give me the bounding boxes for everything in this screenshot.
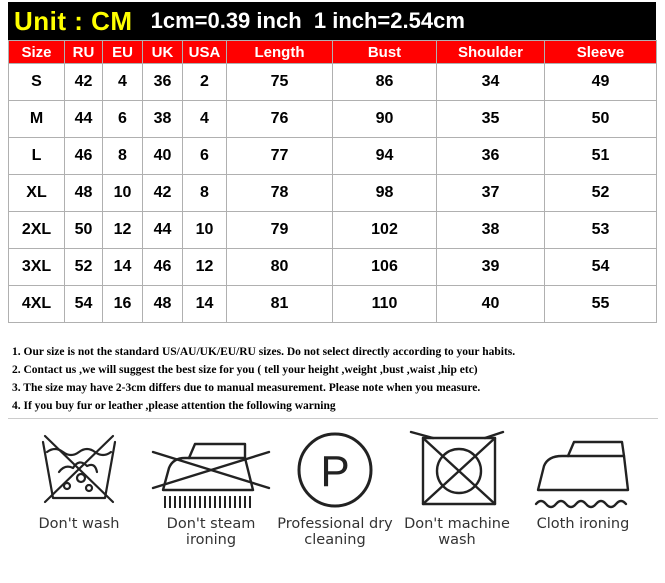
notes [12,343,657,415]
table-row [9,138,657,175]
care-item-cloth-ironing [516,428,650,532]
cloth-ironing-icon [528,428,638,512]
note-2: 2. Contact us ,we will suggest the best size for you ( tell your height ,weight ,bust ,waist ,hip etc) [12,364,478,376]
cell-length: 78 [227,175,333,212]
note-1: 1. Our size is not the standard US/AU/UK/EU/RU sizes. Do not select directly according to your habits. [12,346,516,358]
care-label: Professional dry [277,516,393,532]
unit-label: Unit : CM [14,5,133,36]
care-item-dont-wash [14,428,144,532]
note-4: 4. If you buy fur or leather ,please attention the following warning [12,400,336,412]
col-ru: RU [65,41,103,64]
unit-banner [8,2,656,40]
professional-dry-cleaning-icon [293,428,377,512]
no-machine-wash-icon [407,428,507,512]
dry-clean-symbol: P [320,447,350,496]
col-uk: UK [143,41,183,64]
care-label-2: cleaning [304,532,366,548]
care-label-2: ironing [185,532,237,548]
size-table [8,40,657,323]
care-item-professional-dry-cleaning [272,428,398,548]
cell-size: XL [9,175,65,212]
care-label: Don't machine [404,516,510,532]
cell-sleeve: 50 [545,101,657,138]
cell-shoulder: 39 [437,249,545,286]
cell-size: M [9,101,65,138]
table-header-row [9,41,657,64]
table-row [9,175,657,212]
cell-ru: 44 [65,101,103,138]
cell-uk: 46 [143,249,183,286]
care-item-dont-steam-ironing [146,428,276,548]
divider [8,418,658,419]
cell-ru: 50 [65,212,103,249]
cell-shoulder: 34 [437,64,545,101]
conversion-label: 1cm=0.39 inch 1 inch=2.54cm [150,8,465,33]
cell-bust: 110 [333,286,437,323]
cell-uk: 38 [143,101,183,138]
cell-eu: 8 [103,138,143,175]
cell-length: 77 [227,138,333,175]
col-size: Size [9,41,65,64]
col-length: Length [227,41,333,64]
cell-sleeve: 54 [545,249,657,286]
cell-size: L [9,138,65,175]
cell-ru: 42 [65,64,103,101]
cell-ru: 52 [65,249,103,286]
cell-bust: 102 [333,212,437,249]
table-row [9,101,657,138]
col-eu: EU [103,41,143,64]
col-shoulder: Shoulder [437,41,545,64]
cell-usa: 10 [183,212,227,249]
care-label-2: wash [438,532,476,548]
col-sleeve: Sleeve [545,41,657,64]
cell-usa: 4 [183,101,227,138]
col-usa: USA [183,41,227,64]
cell-uk: 48 [143,286,183,323]
table-row [9,249,657,286]
cell-size: 4XL [9,286,65,323]
cell-shoulder: 37 [437,175,545,212]
cell-eu: 4 [103,64,143,101]
cell-uk: 40 [143,138,183,175]
col-bust: Bust [333,41,437,64]
cell-eu: 16 [103,286,143,323]
cell-size: 2XL [9,212,65,249]
cell-ru: 48 [65,175,103,212]
cell-size: S [9,64,65,101]
cell-eu: 6 [103,101,143,138]
cell-usa: 2 [183,64,227,101]
cell-bust: 86 [333,64,437,101]
cell-eu: 14 [103,249,143,286]
cell-uk: 36 [143,64,183,101]
cell-shoulder: 36 [437,138,545,175]
table-row [9,64,657,101]
cell-usa: 8 [183,175,227,212]
cell-sleeve: 49 [545,64,657,101]
cell-length: 75 [227,64,333,101]
cell-eu: 12 [103,212,143,249]
cell-sleeve: 55 [545,286,657,323]
cell-eu: 10 [103,175,143,212]
care-label: Cloth ironing [536,516,630,532]
cell-sleeve: 53 [545,212,657,249]
cell-usa: 14 [183,286,227,323]
cell-bust: 94 [333,138,437,175]
cell-bust: 90 [333,101,437,138]
cell-bust: 106 [333,249,437,286]
care-item-dont-machine-wash [392,428,522,548]
cell-uk: 42 [143,175,183,212]
cell-ru: 54 [65,286,103,323]
no-wash-icon [37,428,121,512]
cell-usa: 6 [183,138,227,175]
cell-sleeve: 51 [545,138,657,175]
cell-uk: 44 [143,212,183,249]
care-label: Don't wash [38,516,120,532]
cell-length: 81 [227,286,333,323]
note-3: 3. The size may have 2-3cm differs due to manual measurement. Please note when you measure. [12,382,481,394]
cell-size: 3XL [9,249,65,286]
table-row [9,212,657,249]
cell-length: 76 [227,101,333,138]
care-label: Don't steam [166,516,256,532]
cell-shoulder: 35 [437,101,545,138]
cell-shoulder: 40 [437,286,545,323]
cell-sleeve: 52 [545,175,657,212]
cell-shoulder: 38 [437,212,545,249]
cell-usa: 12 [183,249,227,286]
cell-bust: 98 [333,175,437,212]
table-row [9,286,657,323]
cell-length: 80 [227,249,333,286]
cell-ru: 46 [65,138,103,175]
no-steam-ironing-icon [149,428,273,512]
cell-length: 79 [227,212,333,249]
